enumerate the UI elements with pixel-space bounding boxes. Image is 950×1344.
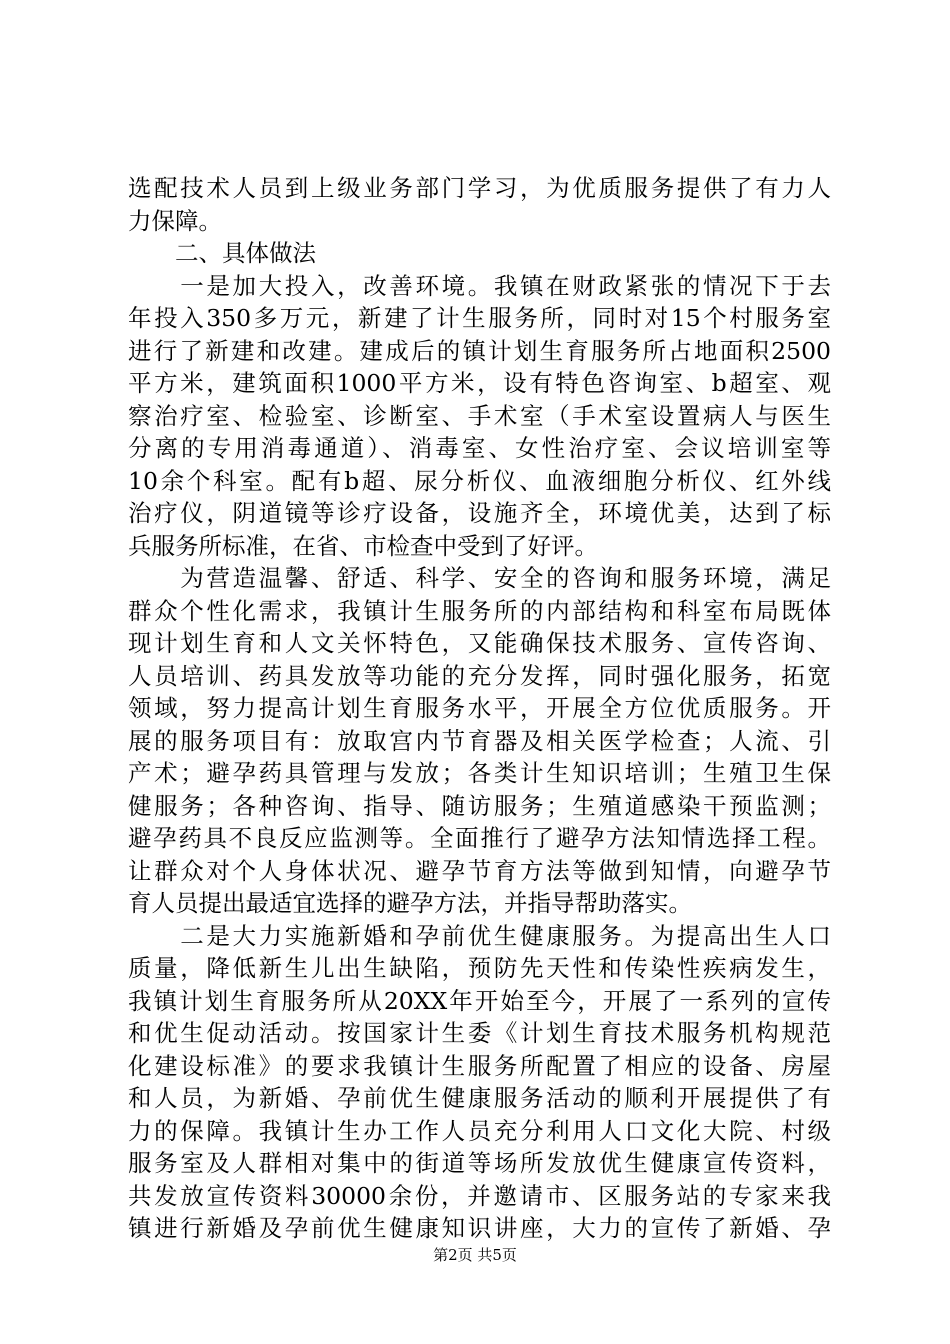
text-line: 健服务；各种咨询、指导、随访服务；生殖道感染干预监测； — [128, 791, 831, 820]
text-line: 进行了新建和改建。建成后的镇计划生育服务所占地面积2500 — [128, 336, 831, 365]
text-line: 年投入350多万元，新建了计生服务所，同时对15个村服务室 — [128, 304, 831, 332]
text-line: 展的服务项目有：放取宫内节育器及相关医学检查；人流、引 — [128, 726, 831, 755]
text-line: 育人员提出最适宜选择的避孕方法，并指导帮助落实。 — [128, 889, 692, 917]
text-line: 避孕药具不良反应监测等。全面推行了避孕方法知情选择工程。 — [128, 824, 831, 852]
text-line: 力保障。 — [128, 206, 222, 235]
text-line: 二是大力实施新婚和孕前优生健康服务。为提高出生人口 — [128, 921, 831, 950]
page-footer: 第2页 共5页 — [433, 1246, 517, 1264]
text-line: 为营造温馨、舒适、科学、安全的咨询和服务环境，满足 — [128, 564, 831, 592]
text-line: 察治疗室、检验室、诊断室、手术室（手术室设置病人与医生 — [128, 401, 831, 430]
text-line: 分离的专用消毒通道）、消毒室、女性治疗室、会议培训室等 — [128, 434, 831, 462]
text-line: 平方米，建筑面积1000平方米，设有特色咨询室、b超室、观 — [128, 369, 831, 397]
text-line: 产术；避孕药具管理与发放；各类计生知识培训；生殖卫生保 — [128, 759, 831, 787]
document-body — [128, 172, 831, 1245]
text-line: 二、具体做法 — [128, 239, 316, 267]
text-line: 治疗仪，阴道镜等诊疗设备，设施齐全，环境优美，达到了标 — [128, 499, 831, 527]
text-line: 我镇计划生育服务所从20XX年开始至今，开展了一系列的宣传 — [128, 986, 831, 1015]
text-line: 选配技术人员到上级业务部门学习，为优质服务提供了有力人 — [128, 174, 831, 202]
text-line: 人员培训、药具发放等功能的充分发挥，同时强化服务，拓宽 — [128, 661, 831, 690]
text-line: 质量，降低新生儿出生缺陷，预防先天性和传染性疾病发生， — [128, 954, 831, 982]
text-line: 领域，努力提高计划生育服务水平，开展全方位优质服务。开 — [128, 694, 831, 722]
text-line: 共发放宣传资料30000余份，并邀请市、区服务站的专家来我 — [128, 1181, 831, 1210]
text-line: 让群众对个人身体状况、避孕节育方法等做到知情，向避孕节 — [128, 856, 831, 885]
text-line: 群众个性化需求，我镇计生服务所的内部结构和科室布局既体 — [128, 596, 831, 625]
text-line: 一是加大投入，改善环境。我镇在财政紧张的情况下于去 — [128, 271, 831, 300]
text-line: 力的保障。我镇计生办工作人员充分利用人口文化大院、村级 — [128, 1116, 831, 1145]
text-line: 和优生促动活动。按国家计生委《计划生育技术服务机构规范 — [128, 1019, 831, 1047]
text-line: 和人员，为新婚、孕前优生健康服务活动的顺利开展提供了有 — [128, 1084, 831, 1112]
text-line: 兵服务所标准，在省、市检查中受到了好评。 — [128, 531, 598, 560]
text-line: 化建设标准》的要求我镇计生服务所配置了相应的设备、房屋 — [128, 1051, 831, 1080]
text-line: 镇进行新婚及孕前优生健康知识讲座，大力的宣传了新婚、孕 — [128, 1214, 831, 1242]
text-line: 服务室及人群相对集中的街道等场所发放优生健康宣传资料， — [128, 1149, 831, 1177]
text-line: 现计划生育和人文关怀特色，又能确保技术服务、宣传咨询、 — [128, 629, 831, 657]
text-line: 10余个科室。配有b超、尿分析仪、血液细胞分析仪、红外线 — [128, 466, 831, 495]
